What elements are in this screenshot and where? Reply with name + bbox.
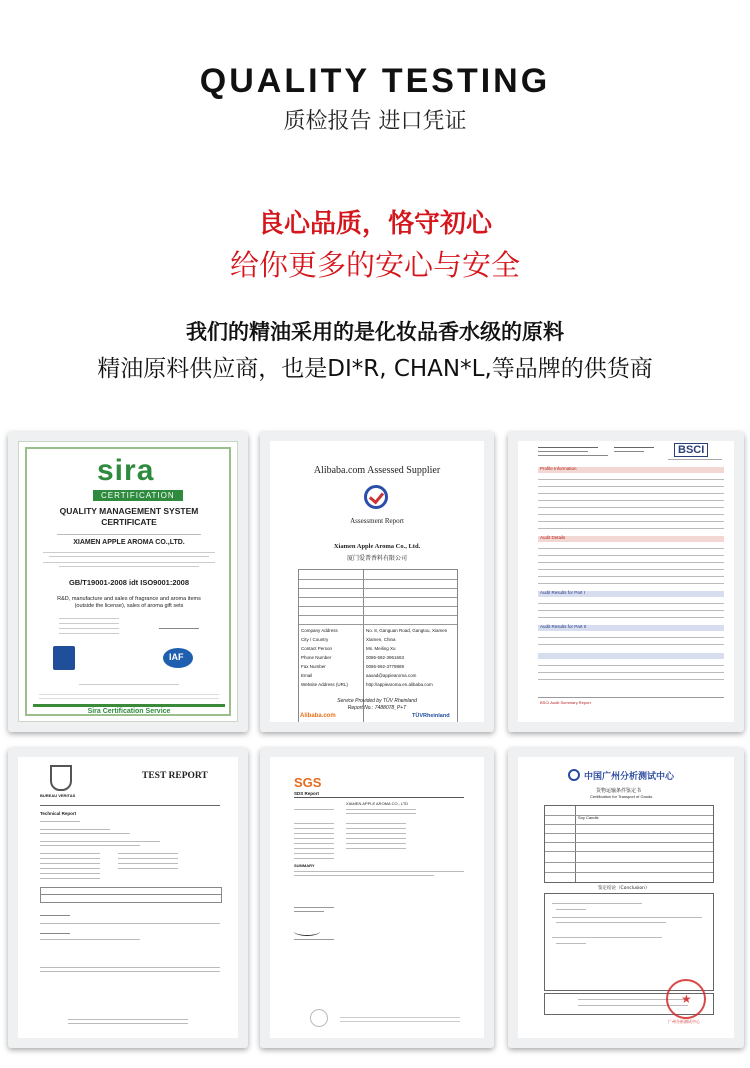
bv-report-card [8, 748, 248, 1048]
sgs-sds-report [270, 757, 484, 1038]
sgs-signature [294, 927, 320, 936]
gz-goods-table [544, 805, 714, 883]
sira-footer: Sira Certification Service [87, 708, 171, 715]
alibaba-row-value: 0086-592-3961663 [366, 655, 405, 660]
sira-logo: sira [97, 454, 155, 487]
bsci-report-card [508, 432, 744, 732]
guangzhou-transport-certificate [518, 757, 734, 1038]
alibaba-seal-icon [364, 485, 388, 509]
sgs-watermark [310, 1009, 328, 1027]
alibaba-row-value: Ms. Meiling Xu [366, 646, 396, 651]
gz-goods-name: Soy Candle [578, 815, 599, 820]
alibaba-row-label: Fax Number [301, 664, 326, 669]
sgs-report-card [260, 748, 494, 1048]
gz-logo-icon [568, 769, 580, 781]
alibaba-row-label: City / Country [301, 637, 329, 642]
ukas-logo [53, 646, 75, 670]
sgs-report-title: SDS Report [294, 791, 320, 796]
alibaba-row-value: aaxad@appiearoma.com [366, 673, 417, 678]
alibaba-logo: Alibaba.com [300, 713, 336, 719]
alibaba-company-en: Xiamen Apple Aroma Co., Ltd. [333, 543, 421, 550]
iaf-label: IAF [169, 652, 184, 662]
alibaba-row-label: Phone Number [301, 655, 332, 660]
bsci-section-part2: Audit Results for Part II [540, 624, 587, 629]
alibaba-row-label: Contact Person [301, 646, 333, 651]
guangzhou-certificate-card [508, 748, 744, 1048]
gz-conclusion-label: 鉴定结论（Conclusion） [598, 886, 650, 891]
alibaba-report-number: Report No.: 7488078_P+T [347, 705, 407, 711]
gz-org-name: 中国广州分析测试中心 [584, 772, 675, 782]
sgs-logo: SGS [294, 775, 322, 790]
alibaba-service-note: Service Provided by TÜV Rheinland [337, 698, 417, 704]
alibaba-assessment-report [270, 441, 484, 722]
gz-cert-subtitle: Certification for Transport of Goods [590, 794, 653, 799]
sgs-summary-label: SUMMARY [294, 863, 315, 868]
bsci-footer: BSCI Audit Summary Report [540, 700, 591, 705]
alibaba-report-label: Assessment Report [350, 517, 404, 525]
gz-cert-title: 货物运输条件鉴定书 [596, 788, 642, 794]
alibaba-row-value: Xiamen, China [366, 637, 396, 642]
sira-standard: GB/T19001-2008 idt ISO9001:2008 [68, 578, 190, 587]
sgs-company: XIAMEN APPLE AROMA CO., LTD [346, 801, 409, 806]
red-slogan-line1: 良心品质，恪守初心 [257, 209, 492, 239]
bsci-section-part1: Audit Results for Part I [540, 590, 586, 595]
gz-seal-text: 广州分析测试中心 [668, 1019, 700, 1024]
sira-scope-line1: R&D, manufacture and sales of fragrance and aroma items [57, 596, 201, 602]
bv-brand: BUREAU VERITAS [40, 793, 76, 798]
bv-logo-badge [50, 765, 72, 791]
alibaba-row-value: No. 8, Ganguan Road, Gangtou, Xiamen [366, 628, 448, 633]
gz-red-seal: ★ [666, 979, 706, 1019]
alibaba-row-label: Email [301, 673, 313, 678]
alibaba-row-value: 0086-592-3779889 [366, 664, 405, 669]
ingredient-statement: 我们的精油采用的是化妆品香水级的原料 [186, 320, 564, 344]
bv-test-report [18, 757, 238, 1038]
alibaba-row-label: Company Address [301, 628, 338, 633]
alibaba-company-cn: 厦门爱普香料有限公司 [346, 555, 407, 562]
sira-title-line1: QUALITY MANAGEMENT SYSTEM [59, 506, 199, 516]
tuv-logo: TÜVRheinland [412, 713, 450, 719]
bsci-audit-report [518, 441, 734, 722]
bv-summary-table [40, 887, 222, 903]
sira-certificate [18, 441, 238, 722]
alibaba-title: Alibaba.com Assessed Supplier [313, 465, 441, 476]
supplier-statement: 精油原料供应商，也是DI*R, CHAN*L,等品牌的供货商 [97, 356, 653, 382]
sira-certificate-card [8, 432, 248, 732]
red-slogan-line2: 给你更多的安心与安全 [229, 248, 520, 282]
alibaba-row-label: Website Address (URL) [301, 682, 348, 687]
bv-report-label: Technical Report [40, 811, 77, 816]
sira-scope-line2: (outside the license), sales of aroma gift sets [74, 603, 184, 609]
quality-testing-title: QUALITY TESTING [199, 62, 551, 100]
quality-testing-subtitle: 质检报告 进口凭证 [283, 109, 467, 134]
sira-title-line2: CERTIFICATE [101, 517, 157, 527]
bsci-section-profile: Profile Information [540, 466, 577, 471]
bsci-section-audit: Audit Details [540, 535, 566, 540]
bv-title: TEST REPORT [142, 771, 208, 781]
alibaba-report-card [260, 432, 494, 732]
sira-logo-sub: CERTIFICATION [93, 490, 183, 501]
sira-company: XIAMEN APPLE AROMA CO.,LTD. [73, 539, 185, 546]
bsci-logo: BSCI [674, 443, 708, 457]
alibaba-row-value: http://appiearoma.en.alibaba.com [366, 682, 433, 687]
